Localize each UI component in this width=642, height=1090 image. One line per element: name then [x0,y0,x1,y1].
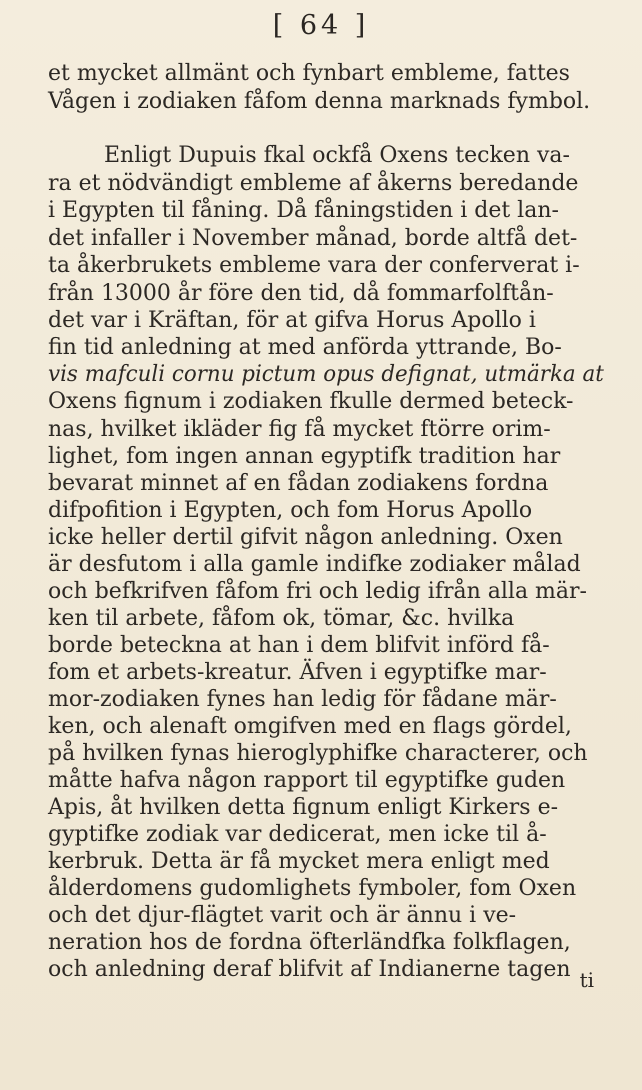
text-line: ra et nödvändigt embleme af åkerns beredande [48,171,579,196]
text-line: och befkrifven fåfom fri och ledig ifrån alla mär- [48,579,587,604]
text-line: difpofition i Egypten, och fom Horus Apollo [48,498,533,523]
text-line: mor-zodiaken fynes han ledig för fådane mär- [48,687,557,712]
text-line: från 13000 år före den tid, då fommarfolftån- [48,281,554,306]
text-line: ken, och alenaft omgifven med en flags gördel, [48,714,572,739]
text-line: Apis, åt hvilken detta fignum enligt Kirkers e- [48,795,559,820]
text-line: nas, hvilket ikläder fig få mycket ftörre orim- [48,417,551,442]
text-line: fin tid anledning at med anförda yttrande, Bo- [48,335,562,360]
text-line-latin-quote: vis mafculi cornu pictum opus defignat, utmärka at [48,362,604,387]
text-line: neration hos de fordna öfterländfka folkflagen, [48,930,571,955]
text-line: lighet, fom ingen annan egyptifk tradition har [48,444,561,469]
catchword: ti [579,968,594,992]
text-line: fom et arbets-kreatur. Äfven i egyptifke mar- [48,660,547,685]
text-line: Vågen i zodiaken fåfom denna marknads fymbol. [48,89,591,114]
page-number: [ 64 ] [272,10,370,41]
text-line: det var i Kräftan, för at gifva Horus Apollo i [48,308,536,333]
text-line: et mycket allmänt och fynbart embleme, fattes [48,61,570,86]
text-line: det infaller i November månad, borde altfå det- [48,226,578,251]
text-line: och det djur-flägtet varit och är ännu i ve- [48,903,517,928]
text-line: Enligt Dupuis fkal ockfå Oxens tecken va- [104,143,570,168]
text-line: icke heller dertil gifvit någon anledning. Oxen [48,525,563,550]
text-line: ta åkerbrukets embleme vara der conferverat i- [48,253,580,278]
text-line: är desfutom i alla gamle indifke zodiaker målad [48,552,581,577]
text-line: borde beteckna at han i dem blifvit införd få- [48,633,550,658]
text-line: i Egypten til fåning. Då fåningstiden i det lan- [48,198,559,223]
text-line: Oxens fignum i zodiaken fkulle dermed beteck- [48,389,574,414]
text-line: kerbruk. Detta är få mycket mera enligt med [48,849,550,874]
text-line: gyptifke zodiak var dedicerat, men icke til å- [48,822,547,847]
text-line: och anledning deraf blifvit af Indianerne tagen [48,957,571,982]
text-line: ken til arbete, fåfom ok, tömar, &c. hvilka [48,606,515,631]
text-line: på hvilken fynas hieroglyphifke characterer, och [48,741,588,766]
text-line: bevarat minnet af en fådan zodiakens fordna [48,471,549,496]
text-line: måtte hafva någon rapport til egyptifke guden [48,768,566,793]
text-line: ålderdomens gudomlighets fymboler, fom Oxen [48,876,577,901]
